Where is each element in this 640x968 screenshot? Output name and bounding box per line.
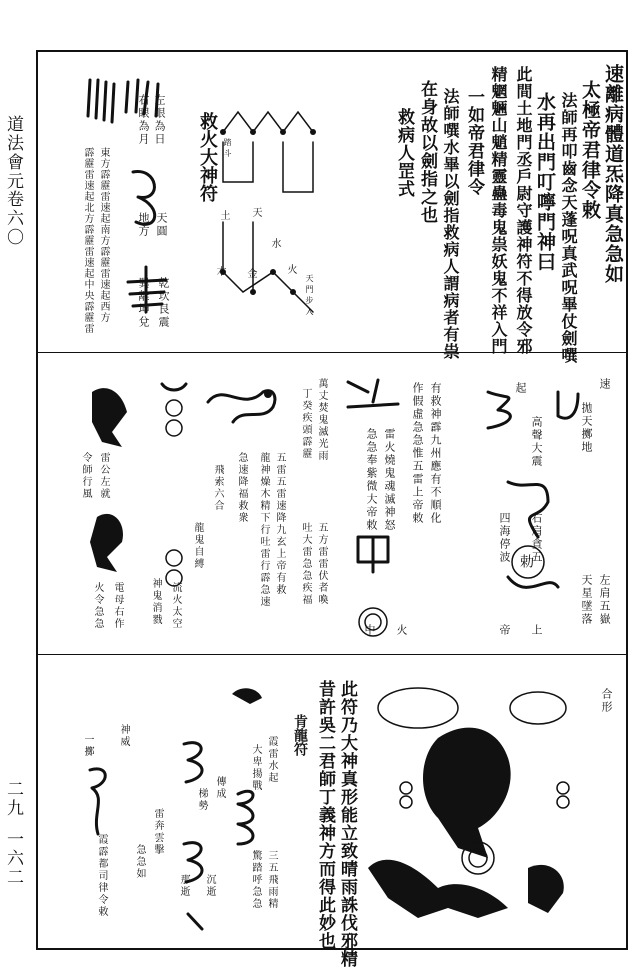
talisman-glyph [228, 674, 268, 934]
text-column: 左肩五嶽 [598, 574, 611, 626]
talisman-glyph [478, 372, 618, 652]
text-column: 昔許吳二君師丁義神方而得此妙也 [315, 680, 335, 950]
volume-label: 卷六〇 [3, 190, 23, 247]
label-wood: 木 [214, 266, 225, 279]
text-column: 霹靂雷速起北方霹靂雷速起中央霹靂雷 [82, 147, 93, 334]
middle-panel [38, 352, 626, 654]
fu-note: 踏斗 [223, 138, 232, 160]
text-column: 三五飛雨精 [266, 850, 277, 910]
text-column: 天星墜落 [580, 574, 593, 626]
text-column: 帝 [498, 624, 511, 637]
text-column: 速離病體道炁降真急急如 [602, 64, 624, 284]
text-column: 雷奔雲擊 [152, 808, 163, 856]
text-column: 流火太空 [170, 582, 181, 630]
text-column: 神威 [118, 724, 129, 748]
text-column: 沉逝 [204, 874, 215, 898]
talisman-title: 肯龍符 [292, 714, 308, 756]
text-column: 一如帝君律令 [464, 88, 484, 196]
thunder-deity-figure [82, 372, 142, 592]
text-column: 火令急急 [92, 582, 103, 630]
talisman-glyph [338, 372, 408, 612]
text-column: 右肩貪五 [530, 512, 543, 564]
text-column: 此間土地門丞戶尉守護神符不得放令邪 [514, 66, 533, 355]
text-column: 驚踏呼急急 [250, 850, 261, 910]
text-column: 龍神燥木精下行吐雷行霹急速 [258, 452, 269, 608]
text-column: 高聲大震 [530, 416, 543, 468]
text-column: 起 [514, 382, 527, 395]
text-column: 大卑揚戰 [250, 744, 261, 792]
label-metal: 金 [245, 268, 256, 281]
text-column: 有救神霹九州應有不順化 [429, 382, 442, 525]
text-column: 那逝 [178, 874, 189, 898]
text-column: 巽離坤兌 [137, 277, 150, 329]
text-column: 吐大雷急急疾福 [300, 522, 311, 606]
text-column: 水再出門叮嚀門神曰 [534, 92, 556, 272]
text-column: 令師行風 [80, 452, 91, 500]
text-column: 四海停波 [498, 512, 511, 564]
text-column: 神鬼消戮 [150, 578, 161, 626]
label-water: 水 [269, 238, 280, 251]
text-column: 雷公左就 [98, 452, 109, 500]
text-column: 急急如 [134, 844, 145, 880]
text-column: 中 [363, 624, 376, 637]
talisman-glyph [84, 764, 114, 844]
label-heaven: 天 [250, 207, 261, 220]
top-panel [38, 52, 626, 364]
chi-seal: 勅 [518, 554, 534, 568]
text-column: 電母右作 [112, 582, 123, 630]
text-column: 救病人罡式 [394, 108, 414, 198]
bottom-panel [38, 654, 626, 968]
text-column: 地方 [137, 212, 150, 238]
text-column: 霞雷水起 [266, 736, 277, 784]
text-column: 左眼為日 [153, 94, 166, 146]
text-column: 火 [395, 624, 408, 637]
text-column: 飛索六合 [212, 464, 223, 512]
text-column: 右眼為月 [137, 94, 150, 146]
text-column: 五方雷雷伏者喚 [316, 522, 327, 606]
text-column: 天圓 [155, 212, 168, 238]
page-frame [36, 50, 628, 968]
book-title: 道法會元 [3, 115, 23, 191]
text-column: 太極帝君律令敕 [579, 80, 601, 220]
text-column: 拋天擲地 [580, 402, 593, 454]
text-column: 在身故以劍指之也 [417, 80, 437, 224]
page-number: 二九 [3, 780, 23, 818]
fu-title: 救火大神符 [197, 112, 218, 202]
deity-dragon-illustration [358, 678, 578, 938]
text-column: 龍鬼自縛 [192, 522, 203, 570]
page-sequence: 一六二 [3, 830, 23, 887]
seal-marks [86, 76, 116, 126]
text-column: 傳成 [214, 776, 225, 800]
text-column: 一擲 [82, 734, 93, 758]
he-xing-label: 合形 [600, 688, 613, 714]
text-column: 急急奉紫微大帝敕 [365, 428, 378, 532]
text-column: 速 [598, 378, 611, 391]
label-earth: 土 [218, 210, 229, 223]
text-column: 作假虛急急惟五雷上帝敕 [411, 382, 424, 525]
text-column: 萬丈焚鬼滅光雨 [316, 378, 327, 462]
text-column: 乾坎艮震 [157, 277, 170, 329]
dragon-figure [203, 372, 283, 432]
text-column: 梯勢 [196, 788, 207, 812]
text-column: 此符乃大神真形能立致晴雨誅伐邪精 [337, 680, 357, 968]
text-column: 丁癸疾頭霹靂 [300, 388, 311, 460]
text-column: 法師再叩齒念天蓬呪真武呪畢仗劍噀 [559, 92, 578, 364]
text-column: 精魍魎山魈精靈蠱毒鬼祟妖鬼不祥入門 [489, 66, 508, 355]
text-column: 急速降福救衆 [236, 452, 247, 524]
label-heaven-gate: 天門步入 [305, 274, 314, 318]
text-column: 上 [530, 624, 543, 637]
text-column: 東方霹靂雷速起南方霹靂雷速起西方 [98, 147, 109, 323]
text-column: 法師噀水畢以劍指救病人謂病者有祟 [441, 88, 460, 360]
label-fire: 火 [285, 264, 296, 277]
text-column: 霞霹都司律令敕 [96, 834, 107, 918]
text-column: 雷火燒鬼魂滅神怒 [383, 428, 396, 532]
text-column: 五雷五雷速降九玄上帝有救 [274, 452, 285, 596]
